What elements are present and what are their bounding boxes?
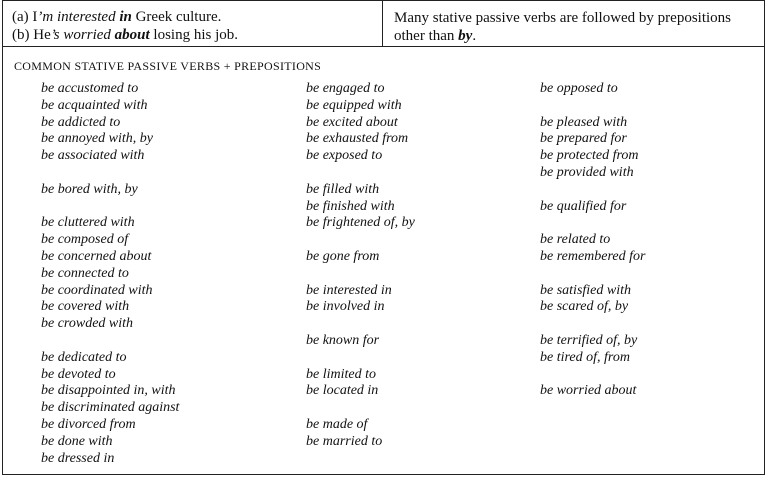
example-b-preposition: about	[114, 27, 150, 43]
verb-entry: be known for	[306, 332, 380, 348]
verb-entry: be coordinated with	[41, 282, 153, 298]
verb-entry: be dressed in	[41, 450, 115, 466]
verb-entry: be scared of, by	[540, 299, 629, 315]
example-b	[12, 26, 382, 44]
note-by: by	[458, 28, 473, 44]
verb-entry: be limited to	[306, 366, 376, 382]
verb-entry: be filled with	[306, 181, 380, 197]
verb-column-2	[306, 81, 415, 467]
verb-entry: be dedicated to	[41, 349, 127, 365]
example-a	[12, 8, 382, 26]
verb-entry: be acquainted with	[41, 97, 148, 113]
verb-entry: be concerned about	[41, 248, 152, 264]
verb-entry: be gone from	[306, 248, 380, 264]
verb-entry: be connected to	[41, 265, 129, 281]
spacer	[41, 165, 179, 182]
example-b-subject: He	[33, 27, 51, 43]
verb-entry: be done with	[41, 433, 113, 449]
verb-entry: be prepared for	[540, 131, 627, 147]
verb-entry: be exposed to	[306, 148, 383, 164]
verb-entry: be married to	[306, 433, 383, 449]
verb-entry: be addicted to	[41, 114, 121, 130]
verb-entry: be worried about	[540, 383, 637, 399]
verb-entry: be covered with	[41, 299, 130, 315]
spacer	[41, 333, 179, 350]
verb-entry: be cluttered with	[41, 215, 135, 231]
examples-column	[3, 1, 383, 46]
example-a-marker: (a)	[12, 9, 29, 25]
spacer	[306, 165, 415, 182]
verb-list-box	[2, 47, 765, 475]
spacer	[540, 434, 646, 451]
note-line-1: Many stative passive verbs are followed by prepositions	[394, 10, 732, 26]
verb-entry: be satisfied with	[540, 282, 631, 298]
examples-box	[2, 0, 765, 47]
verb-entry: be discriminated against	[41, 400, 180, 416]
spacer	[540, 451, 646, 468]
verb-entry: be located in	[306, 383, 379, 399]
spacer	[306, 266, 415, 283]
example-b-marker: (b)	[12, 27, 30, 43]
verb-entry: be excited about	[306, 114, 398, 130]
verb-entry: be exhausted from	[306, 131, 409, 147]
note-line-2-text: other than	[394, 28, 455, 44]
spacer	[540, 400, 646, 417]
verb-entry: be finished with	[306, 198, 395, 214]
verb-entry: be tired of, from	[540, 349, 630, 365]
spacer	[540, 417, 646, 434]
verb-entry: be frightened of, by	[306, 215, 415, 231]
example-b-rest: losing his job.	[153, 27, 239, 43]
verb-entry: be interested in	[306, 282, 392, 298]
spacer	[306, 400, 415, 417]
spacer	[540, 316, 646, 333]
verb-entry: be engaged to	[306, 81, 385, 96]
list-heading: COMMON STATIVE PASSIVE VERBS + PREPOSITIONS	[14, 59, 322, 73]
verb-entry: be qualified for	[540, 198, 627, 214]
spacer	[540, 182, 646, 199]
spacer	[306, 451, 415, 468]
verb-entry: be protected from	[540, 148, 639, 164]
spacer	[540, 367, 646, 384]
example-b-verb: ’s worried	[50, 27, 111, 43]
verb-entry: be remembered for	[540, 248, 646, 264]
verb-entry: be disappointed in, with	[41, 383, 176, 399]
verb-column-3	[540, 81, 646, 467]
example-a-preposition: in	[119, 9, 132, 25]
verb-entry: be made of	[306, 416, 368, 432]
example-a-rest: Greek culture.	[135, 9, 222, 25]
explanation-note	[383, 1, 764, 46]
note-period: .	[472, 28, 477, 44]
spacer	[306, 316, 415, 333]
spacer	[306, 232, 415, 249]
example-a-verb: ’m interested	[37, 9, 116, 25]
verb-entry: be associated with	[41, 148, 145, 164]
verb-entry: be related to	[540, 232, 611, 248]
example-a-subject: I	[32, 9, 38, 25]
verb-entry: be accustomed to	[41, 81, 139, 96]
verb-entry: be crowded with	[41, 316, 134, 332]
verb-entry: be provided with	[540, 164, 634, 180]
spacer	[540, 266, 646, 283]
verb-entry: be involved in	[306, 299, 385, 315]
spacer	[306, 350, 415, 367]
verb-entry: be bored with, by	[41, 181, 138, 197]
verb-entry: be terrified of, by	[540, 332, 638, 348]
spacer	[540, 98, 646, 115]
spacer	[41, 199, 179, 216]
verb-column-1	[41, 81, 179, 467]
verb-entry: be opposed to	[540, 81, 618, 96]
verb-entry: be composed of	[41, 232, 129, 248]
verb-entry: be pleased with	[540, 114, 628, 130]
verb-entry: be divorced from	[41, 416, 136, 432]
note-line-2	[394, 27, 764, 45]
spacer	[540, 215, 646, 232]
verb-entry: be annoyed with, by	[41, 131, 153, 147]
verb-entry: be equipped with	[306, 97, 402, 113]
verb-entry: be devoted to	[41, 366, 116, 382]
